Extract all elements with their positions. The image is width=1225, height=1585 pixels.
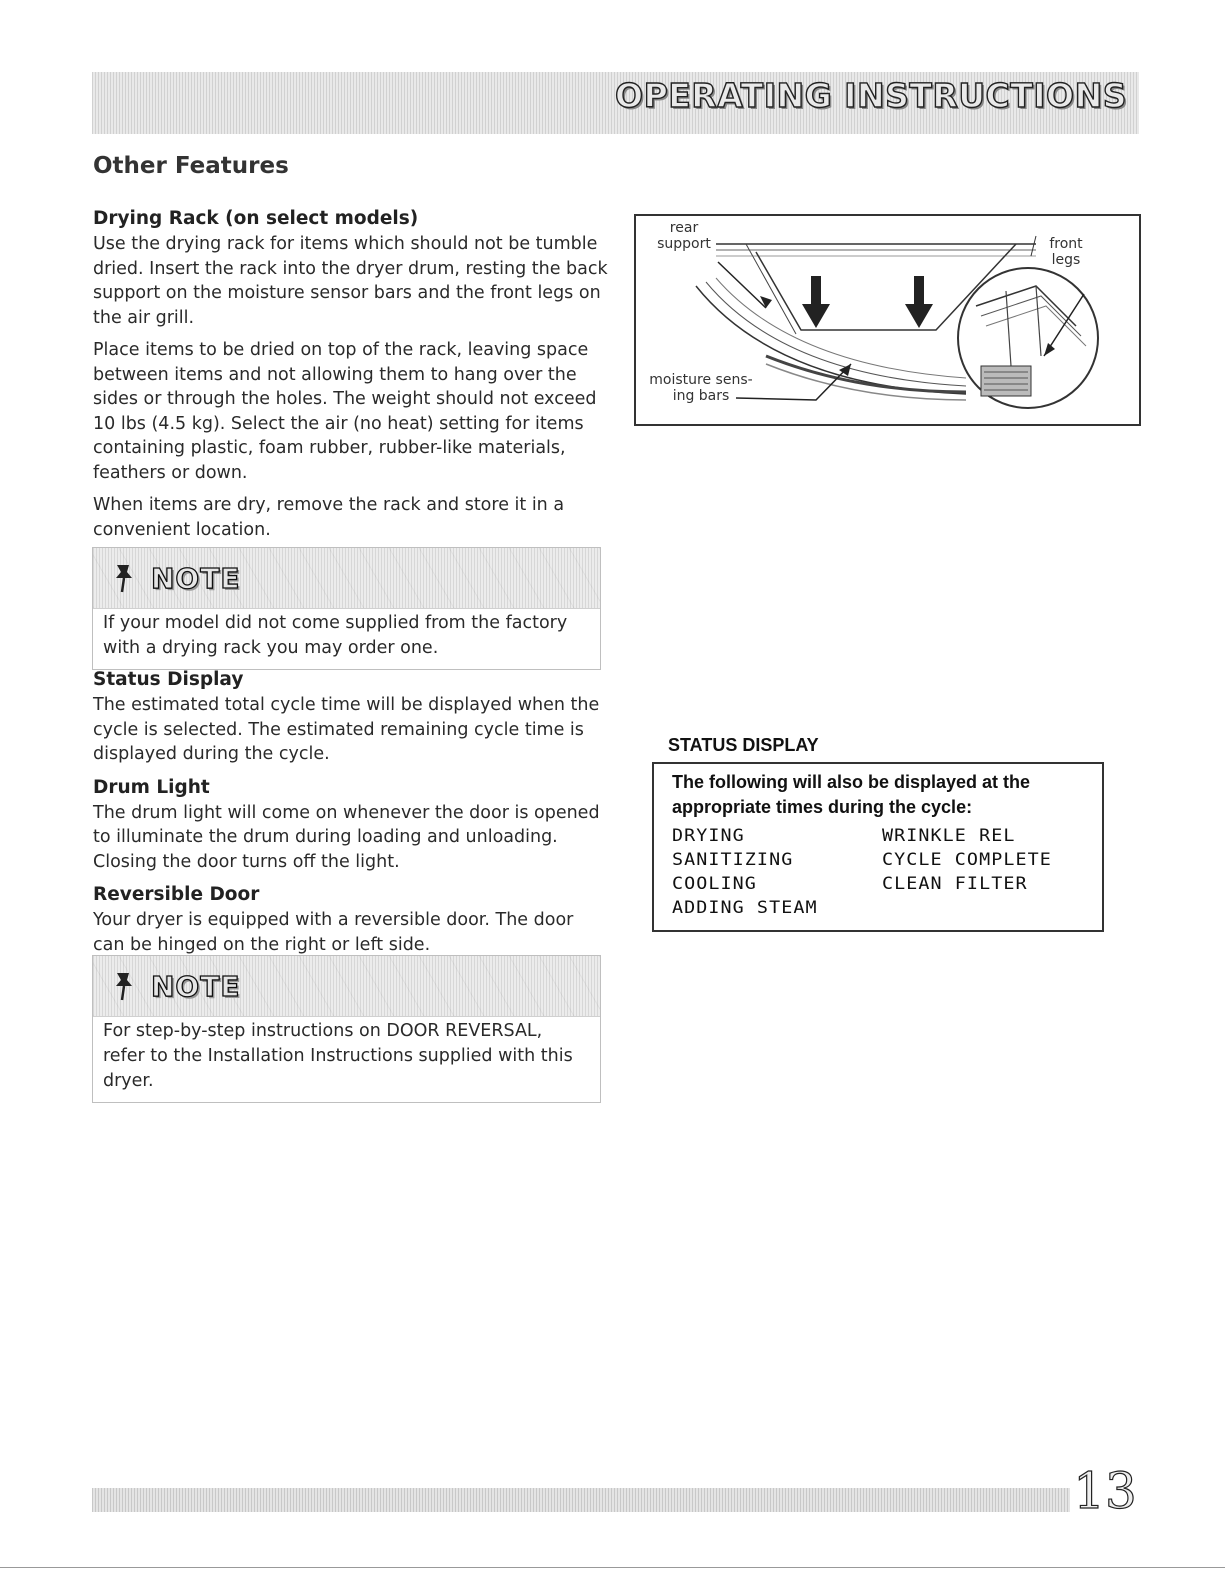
- status-message: DRYING: [672, 826, 745, 846]
- note-text: For step-by-step instructions on DOOR REVERSAL, refer to the Installation Instructions supplied with this dryer.: [93, 1016, 600, 1102]
- status-message: CYCLE COMPLETE: [882, 850, 1052, 870]
- status-display-text: The estimated total cycle time will be displayed when the cycle is selected. The estimated remaining cycle time is displayed during the cycle.: [93, 695, 600, 764]
- page-number: 13: [1073, 1462, 1137, 1520]
- drying-rack-paragraph-2: Place items to be dried on top of the rack, leaving space between items and not allowing them to hang over the sides or through the holes. The weight should not exceed 10 lbs (4.5 kg). Select the air (no heat) setting for items containing plastic, foam rubber, rubber-like materials, feathers or down.: [93, 340, 597, 483]
- drying-rack-heading: Drying Rack (on select models): [93, 208, 419, 229]
- header-banner: [92, 72, 1139, 134]
- note-box-rack: [92, 547, 601, 670]
- drying-rack-paragraph-3: When items are dry, remove the rack and store it in a convenient location.: [93, 495, 565, 540]
- status-message: COOLING: [672, 874, 757, 894]
- status-message: CLEAN FILTER: [882, 874, 1028, 894]
- bottom-rule: [0, 1567, 1225, 1568]
- drying-rack-section: [93, 206, 608, 550]
- note-label: NOTE: [151, 970, 241, 1003]
- status-message: WRINKLE REL: [882, 826, 1016, 846]
- status-message: ADDING STEAM: [672, 898, 818, 918]
- note-header: [93, 956, 600, 1016]
- features-section: [93, 667, 608, 965]
- drum-light-heading: Drum Light: [93, 776, 210, 798]
- drying-rack-paragraph-1: Use the drying rack for items which should not be tumble dried. Insert the rack into the dryer drum, resting the back support on the moisture sensor bars and the front legs on the air grill.: [93, 234, 608, 328]
- note-header: [93, 548, 600, 608]
- note-label: NOTE: [151, 562, 241, 595]
- header-title: OPERATING INSTRUCTIONS: [615, 76, 1127, 115]
- footer-bar: [92, 1488, 1070, 1512]
- reversible-door-text: Your dryer is equipped with a reversible door. The door can be hinged on the right or left side.: [93, 910, 574, 955]
- status-display-heading: Status Display: [93, 669, 244, 690]
- front-legs-label: front legs: [1049, 236, 1083, 268]
- note-text: If your model did not come supplied from the factory with a drying rack you may order one.: [93, 608, 600, 669]
- reversible-door-heading: Reversible Door: [93, 884, 260, 905]
- pushpin-icon: [111, 970, 137, 1002]
- note-box-door: [92, 955, 601, 1103]
- rear-support-label: rear support: [657, 220, 711, 252]
- status-message: SANITIZING: [672, 850, 794, 870]
- drying-rack-diagram: [634, 214, 1141, 426]
- moisture-bars-label: moisture sens- ing bars: [649, 372, 753, 404]
- drum-light-text: The drum light will come on whenever the door is opened to illuminate the drum during loading and unloading. Closing the door turns off the light.: [93, 802, 600, 872]
- pushpin-icon: [111, 562, 137, 594]
- section-title: Other Features: [93, 153, 289, 179]
- status-display-box: [652, 762, 1104, 932]
- status-intro-text: The following will also be displayed at the appropriate times during the cycle:: [672, 772, 1031, 817]
- status-display-box-heading: STATUS DISPLAY: [668, 735, 819, 755]
